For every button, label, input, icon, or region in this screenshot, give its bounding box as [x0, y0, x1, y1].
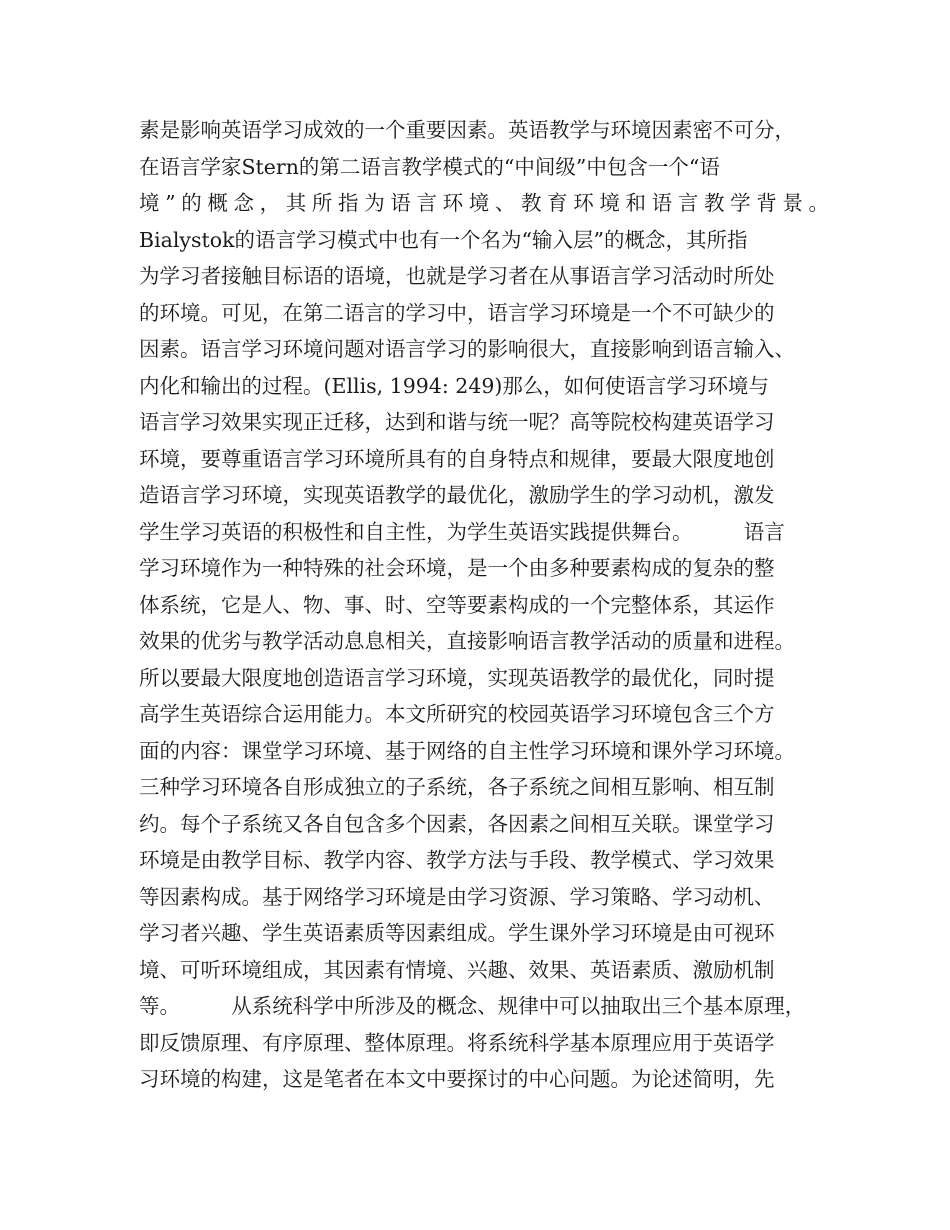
text-line: 因素。语言学习环境问题对语言学习的影响很大，直接影响到语言输入、 [139, 337, 795, 361]
text-line: 境、可听环境组成，其因素有情境、兴趣、效果、英语素质、激励机制 [139, 957, 775, 982]
text-line: 习环境的构建，这是笔者在本文中要探讨的中心问题。为论述简明，先 [139, 1067, 775, 1091]
text-line: 境”的概念，其所指为语言环境、教育环境和语言教学背景。 [139, 191, 829, 215]
text-line: 环境是由教学目标、教学内容、教学方法与手段、教学模式、学习效果 [139, 848, 775, 872]
text-line: 学生学习英语的积极性和自主性，为学生英语实践提供舞台。 语言 [139, 519, 785, 544]
text-line: 等因素构成。基于网络学习环境是由学习资源、学习策略、学习动机、 [139, 884, 775, 909]
text-line: 所以要最大限度地创造语言学习环境，实现英语教学的最优化，同时提 [139, 665, 775, 690]
text-line: 约。每个子系统又各自包含多个因素，各因素之间相互关联。课堂学习 [139, 811, 775, 836]
text-line: 高学生英语综合运用能力。本文所研究的校园英语学习环境包含三个方 [139, 702, 775, 726]
text-line: 学习者兴趣、学生英语素质等因素组成。学生课外学习环境是由可视环 [139, 921, 775, 945]
text-line: 造语言学习环境，实现英语教学的最优化，激励学生的学习动机，激发 [139, 483, 775, 507]
text-line: 的环境。可见，在第二语言的学习中，语言学习环境是一个不可缺少的 [139, 300, 775, 325]
text-line: 内化和输出的过程。(Ellis, 1994: 249)那么，如何使语言学习环境与 [139, 373, 769, 398]
text-line: 学习环境作为一种特殊的社会环境，是一个由多种要素构成的复杂的整 [139, 556, 775, 580]
text-line: 在语言学家Stern的第二语言教学模式的“中间级”中包含一个“语 [139, 154, 720, 179]
text-line: Bialystok的语言学习模式中也有一个名为“输入层”的概念，其所指 [139, 227, 748, 252]
text-line: 效果的优劣与教学活动息息相关，直接影响语言教学活动的质量和进程。 [139, 629, 795, 653]
text-line: 即反馈原理、有序原理、整体原理。将系统科学基本原理应用于英语学 [139, 1030, 775, 1055]
text-line: 为学习者接触目标语的语境，也就是学习者在从事语言学习活动时所处 [139, 264, 775, 288]
body-text [139, 112, 829, 1098]
text-line: 等。 从系统科学中所涉及的概念、规律中可以抽取出三个基本原理， [139, 994, 806, 1018]
text-line: 体系统，它是人、物、事、时、空等要素构成的一个完整体系，其运作 [139, 592, 775, 617]
text-line: 素是影响英语学习成效的一个重要因素。英语教学与环境因素密不可分， [139, 118, 795, 142]
text-line: 语言学习效果实现正迁移，达到和谐与统一呢？高等院校构建英语学习 [139, 410, 775, 434]
text-line: 三种学习环境各自形成独立的子系统，各子系统之间相互影响、相互制 [139, 775, 775, 799]
text-line: 环境，要尊重语言学习环境所具有的自身特点和规律，要最大限度地创 [139, 446, 775, 471]
text-line: 面的内容：课堂学习环境、基于网络的自主性学习环境和课外学习环境。 [139, 738, 795, 763]
